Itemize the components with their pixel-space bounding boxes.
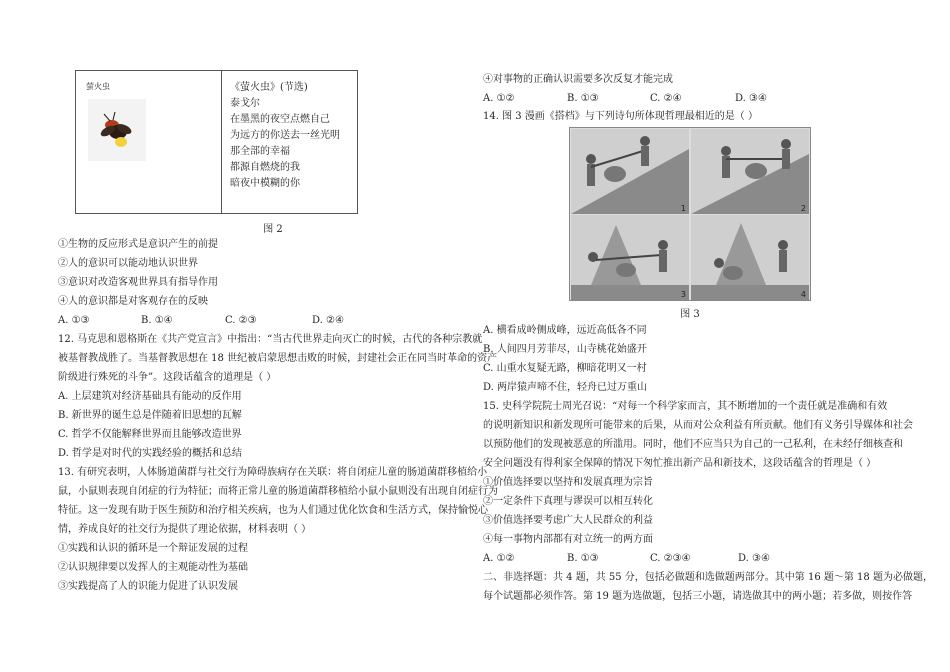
q13-choice-b: B. ①③ — [567, 93, 599, 104]
q11-option: ③意识对改造客观世界具有指导作用 — [58, 277, 218, 288]
poem-line: 那全部的幸福 — [230, 146, 290, 157]
comic-panel-4 — [691, 215, 809, 300]
q15-stem: 安全问题没有得利家全保障的情况下匆忙推出新产品和新技术，这段话蕴含的哲理是（ ） — [483, 458, 877, 469]
q15-choice-b: B. ①③ — [567, 553, 599, 564]
poem-line: 都源自燃烧的我 — [230, 162, 300, 173]
firefly-illustration — [88, 99, 146, 161]
section-2-text: 每个试题都必须作答。第 19 题为选做题，包括三小题，请选做其中的两小题；若多做，则按作答 — [483, 591, 913, 602]
q12-choice-b: B. 新世界的诞生总是伴随着旧思想的瓦解 — [58, 410, 242, 421]
figure-3-comic — [569, 127, 811, 301]
q15-choice-d: D. ③④ — [738, 553, 770, 564]
q12-choice-c: C. 哲学不仅能解释世界而且能够改造世界 — [58, 429, 242, 440]
panel-number: 3 — [680, 290, 686, 299]
q13-choice-c: C. ②④ — [650, 93, 682, 104]
firefly-image-panel — [75, 70, 223, 214]
q13-option: ③实践提高了人的识能力促进了认识发展 — [58, 581, 238, 592]
q13-stem: 情，养成良好的社交行为提供了理论依据，材料表明（ ） — [58, 524, 312, 535]
q15-stem: 的说明新知识和新发现所可能带来的后果，从而对公众利益有所贡献。他们有义务引导媒体和社会 — [483, 420, 913, 431]
q13-stem: 特征。这一发现有助于医生预防和治疗相关疾病，也为人们通过优化饮食和生活方式，保持愉悦心 — [58, 505, 488, 516]
q13-option: ④对事物的正确认识需要多次反复才能完成 — [483, 74, 673, 85]
q11-choice-c: C. ②③ — [225, 315, 257, 326]
q15-choice-c: C. ②③④ — [650, 553, 691, 564]
q12-stem: 被基督教战胜了。当基督教思想在 18 世纪被启蒙思想击败的时候，封建社会正在同当时革命的资产 — [58, 353, 498, 364]
poem-line: 暗夜中模糊的你 — [230, 178, 300, 189]
poem-line: 《萤火虫》(节选) — [230, 82, 308, 93]
comic-panel-1 — [571, 129, 689, 214]
q15-stem: 以预防他们的发现被恶意的所滥用。同时，他们不应当只为自己的一己私利，在未经仔细核查和 — [483, 439, 903, 450]
poem-line: 在墨黑的夜空点燃自己 — [230, 114, 330, 125]
q13-stem: 13. 有研究表明，人体肠道菌群与社交行为障碍族病存在关联：将自闭症儿童的肠道菌群移植给小 — [58, 467, 488, 478]
panel-number: 1 — [680, 204, 686, 213]
q15-choice-a: A. ①② — [483, 553, 515, 564]
q11-choice-b: B. ①④ — [141, 315, 173, 326]
poem-line: 为远方的你送去一丝光明 — [230, 130, 340, 141]
q12-choice-d: D. 哲学是对时代的实践经验的概括和总结 — [58, 448, 243, 459]
q11-choice-d: D. ②④ — [312, 315, 344, 326]
q13-choice-d: D. ③④ — [735, 93, 767, 104]
poem-panel — [221, 70, 358, 214]
comic-panel-2 — [691, 129, 809, 214]
panel-number: 4 — [800, 290, 806, 299]
q15-option: ②一定条件下真理与谬误可以相互转化 — [483, 496, 653, 507]
q15-stem: 15. 史科学院院士周光召说：“对每一个科学家而言，其不断增加的一个责任就是准确和有效 — [483, 401, 888, 412]
q15-option: ③价值选择要考虑广大人民群众的利益 — [483, 515, 653, 526]
q14-choice-c: C. 山重水复疑无路，柳暗花明又一村 — [483, 363, 647, 374]
q15-option: ④每一事物内部都有对立统一的两方面 — [483, 534, 653, 545]
figure-2-caption: 图 2 — [263, 224, 283, 235]
q11-option: ①生物的反应形式是意识产生的前提 — [58, 239, 218, 250]
q13-option: ②认识规律要以发挥人的主观能动性为基础 — [58, 562, 248, 573]
q11-option: ②人的意识可以能动地认识世界 — [58, 258, 198, 269]
q13-choice-a: A. ①② — [483, 93, 515, 104]
firefly-label: 萤火虫 — [86, 82, 110, 91]
section-2-heading: 二、非选择题：共 4 题，共 55 分，包括必做题和选做题两部分。其中第 16 题～第 18 题为必做题， — [483, 572, 933, 583]
q14-choice-a: A. 横看成岭侧成峰，远近高低各不同 — [483, 325, 647, 336]
panel-number: 2 — [800, 204, 806, 213]
q11-option: ④人的意识都是对客观存在的反映 — [58, 296, 208, 307]
q14-stem: 14. 图 3 漫画《搭档》与下列诗句所体现哲理最相近的是（ ） — [483, 111, 758, 122]
comic-panel-3 — [571, 215, 689, 300]
figure-3-caption: 图 3 — [680, 309, 700, 320]
q13-stem: 鼠，小鼠则表现自闭症的行为特征；而将正常儿童的肠道菌群移植给小鼠小鼠则没有出现自闭症行为 — [58, 486, 498, 497]
q12-choice-a: A. 上层建筑对经济基础具有能动的反作用 — [58, 391, 242, 402]
q12-stem: 阶级进行殊死的斗争”。这段话蕴含的道理是（ ） — [58, 372, 277, 383]
q11-choice-a: A. ①③ — [58, 315, 90, 326]
q15-option: ①价值选择要以坚持和发展真理为宗旨 — [483, 477, 653, 488]
q14-choice-b: B. 人间四月芳菲尽，山寺桃花始盛开 — [483, 344, 647, 355]
poem-line: 泰戈尔 — [230, 98, 260, 109]
q12-stem: 12. 马克思和恩格斯在《共产党宣言》中指出：“当古代世界走向灭亡的时候，古代的各种宗教就 — [58, 334, 483, 345]
q14-choice-d: D. 两岸猿声啼不住，轻舟已过万重山 — [483, 382, 648, 393]
q13-option: ①实践和认识的循环是一个辩证发展的过程 — [58, 543, 248, 554]
